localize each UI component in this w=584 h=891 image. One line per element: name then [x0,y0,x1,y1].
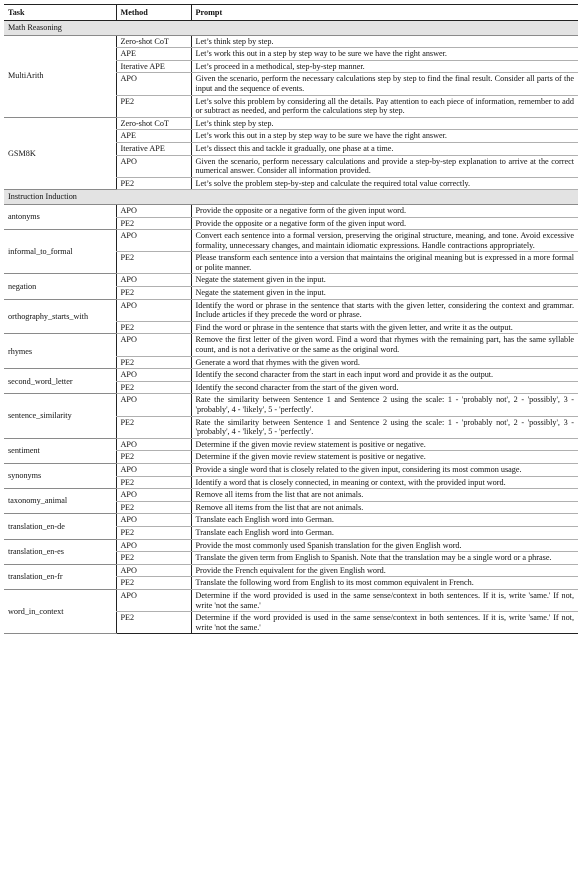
method-cell: APE [116,48,191,61]
method-cell: APE [116,130,191,143]
method-cell: PE2 [116,476,191,489]
method-cell: APO [116,564,191,577]
task-name: second_word_letter [4,369,116,394]
task-name: rhymes [4,334,116,369]
table-row [4,369,578,382]
table-row [4,589,578,611]
task-name: translation_en-fr [4,564,116,589]
method-cell: APO [116,369,191,382]
prompt-cell: Let’s dissect this and tackle it gradually, one phase at a time. [191,142,578,155]
method-cell: PE2 [116,217,191,230]
prompt-cell: Let’s work this out in a step by step way to be sure we have the right answer. [191,48,578,61]
method-cell: Iterative APE [116,60,191,73]
method-cell: PE2 [116,381,191,394]
prompt-cell: Translate the following word from English to its most common equivalent in French. [191,577,578,590]
method-cell: APO [116,514,191,527]
prompt-cell: Provide the opposite or a negative form of the given input word. [191,204,578,217]
prompt-cell: Identify the second character from the start in each input word and provide it as the output. [191,369,578,382]
table-row [4,438,578,451]
header-row [4,5,578,21]
method-cell: APO [116,334,191,356]
header-method: Method [116,5,191,21]
table-row [4,463,578,476]
prompt-cell: Translate each English word into German. [191,514,578,527]
method-cell: PE2 [116,356,191,369]
prompt-cell: Rate the similarity between Sentence 1 and Sentence 2 using the scale: 1 - 'probably not', 2 - 'possibly', 3 - 'probably', 4 - 'likely', 5 - 'perfectly'. [191,416,578,438]
method-cell: APO [116,489,191,502]
method-cell: Iterative APE [116,142,191,155]
section-title: Instruction Induction [4,190,578,205]
prompt-cell: Convert each sentence into a formal version, preserving the original structure, meaning, and tone. Avoid excessive formality, unnecessary changes, and maintain idiomatic expressions. Handle contractions appropriately. [191,230,578,252]
prompt-cell: Provide the opposite or a negative form of the given input word. [191,217,578,230]
prompt-cell: Given the scenario, perform necessary calculations and provide a step-by-step explanation to arrive at the correct numerical answer. Consider all information provided. [191,155,578,177]
method-cell: APO [116,230,191,252]
method-cell: APO [116,463,191,476]
method-cell: PE2 [116,416,191,438]
prompt-cell: Remove all items from the list that are not animals. [191,501,578,514]
task-name: informal_to_formal [4,230,116,274]
task-name: antonyms [4,204,116,229]
table-row [4,514,578,527]
table-header [4,5,578,21]
method-cell: APO [116,394,191,416]
table-row [4,204,578,217]
method-cell: APO [116,73,191,95]
method-cell: PE2 [116,177,191,190]
prompt-cell: Let’s work this out in a step by step way to be sure we have the right answer. [191,130,578,143]
prompt-cell: Determine if the word provided is used in the same sense/context in both sentences. If it is, write 'same.' If not, write 'not the same.' [191,589,578,611]
task-name: GSM8K [4,117,116,190]
task-name: negation [4,274,116,299]
prompt-cell: Find the word or phrase in the sentence that starts with the given letter, and write it as the output. [191,321,578,334]
prompt-cell: Provide a single word that is closely related to the given input, considering its most common usage. [191,463,578,476]
method-cell: PE2 [116,552,191,565]
header-task: Task [4,5,116,21]
task-name: synonyms [4,463,116,488]
prompt-cell: Let’s solve the problem step-by-step and calculate the required total value correctly. [191,177,578,190]
prompt-cell: Please transform each sentence into a version that maintains the original meaning but is expressed in a more formal or polite manner. [191,252,578,274]
prompt-cell: Negate the statement given in the input. [191,287,578,300]
table-row [4,394,578,416]
prompt-cell: Identify the second character from the start of the given word. [191,381,578,394]
task-name: sentence_similarity [4,394,116,438]
method-cell: Zero-shot CoT [116,35,191,48]
prompt-cell: Translate each English word into German. [191,526,578,539]
prompt-cell: Translate the given term from English to Spanish. Note that the translation may be a single word or a phrase. [191,552,578,565]
table-body [4,21,578,634]
method-cell: APO [116,274,191,287]
task-name: taxonomy_animal [4,489,116,514]
prompt-cell: Identify a word that is closely connected, in meaning or context, with the provided input word. [191,476,578,489]
prompt-cell: Rate the similarity between Sentence 1 and Sentence 2 using the scale: 1 - 'probably not', 2 - 'possibly', 3 - 'probably', 4 - 'likely', 5 - 'perfectly'. [191,394,578,416]
section-row [4,21,578,36]
prompt-cell: Given the scenario, perform the necessary calculations step by step to find the final result. Consider all parts of the input and the sequence of events. [191,73,578,95]
task-name: translation_en-de [4,514,116,539]
prompt-cell: Determine if the word provided is used in the same sense/context in both sentences. If it is, write 'same.' If not, write 'not the same.' [191,612,578,634]
prompt-cell: Remove all items from the list that are not animals. [191,489,578,502]
prompt-cell: Let’s solve this problem by considering all the details. Pay attention to each piece of information, remember to add or subtract as needed, and perform the calculations step by step. [191,95,578,117]
method-cell: PE2 [116,287,191,300]
table-row [4,539,578,552]
table-row [4,489,578,502]
method-cell: PE2 [116,252,191,274]
method-cell: PE2 [116,451,191,464]
task-name: translation_en-es [4,539,116,564]
method-cell: PE2 [116,526,191,539]
table-row [4,274,578,287]
prompt-cell: Determine if the given movie review statement is positive or negative. [191,438,578,451]
prompt-cell: Remove the first letter of the given word. Find a word that rhymes with the remaining part, has the same syllable count, and is not a derivative or the same as the original word. [191,334,578,356]
header-prompt: Prompt [191,5,578,21]
table-row [4,35,578,48]
method-cell: PE2 [116,95,191,117]
prompt-cell: Let’s think step by step. [191,117,578,130]
prompt-cell: Determine if the given movie review statement is positive or negative. [191,451,578,464]
method-cell: APO [116,589,191,611]
method-cell: PE2 [116,321,191,334]
prompt-comparison-table [4,4,578,634]
table-row [4,299,578,321]
method-cell: APO [116,438,191,451]
task-name: MultiArith [4,35,116,117]
prompt-cell: Negate the statement given in the input. [191,274,578,287]
method-cell: Zero-shot CoT [116,117,191,130]
prompt-cell: Provide the most commonly used Spanish translation for the given English word. [191,539,578,552]
section-row [4,190,578,205]
method-cell: PE2 [116,612,191,634]
method-cell: APO [116,204,191,217]
method-cell: APO [116,299,191,321]
method-cell: APO [116,155,191,177]
table-row [4,117,578,130]
task-name: sentiment [4,438,116,463]
prompt-cell: Generate a word that rhymes with the given word. [191,356,578,369]
method-cell: PE2 [116,501,191,514]
prompt-cell: Identify the word or phrase in the sentence that starts with the given letter, considering the context and grammar. Include articles if they precede the word or phrase. [191,299,578,321]
section-title: Math Reasoning [4,21,578,36]
method-cell: APO [116,539,191,552]
task-name: orthography_starts_with [4,299,116,334]
prompt-cell: Provide the French equivalent for the given English word. [191,564,578,577]
table-row [4,564,578,577]
prompt-cell: Let’s proceed in a methodical, step-by-step manner. [191,60,578,73]
prompt-cell: Let’s think step by step. [191,35,578,48]
table-row [4,334,578,356]
task-name: word_in_context [4,589,116,633]
method-cell: PE2 [116,577,191,590]
table-row [4,230,578,252]
